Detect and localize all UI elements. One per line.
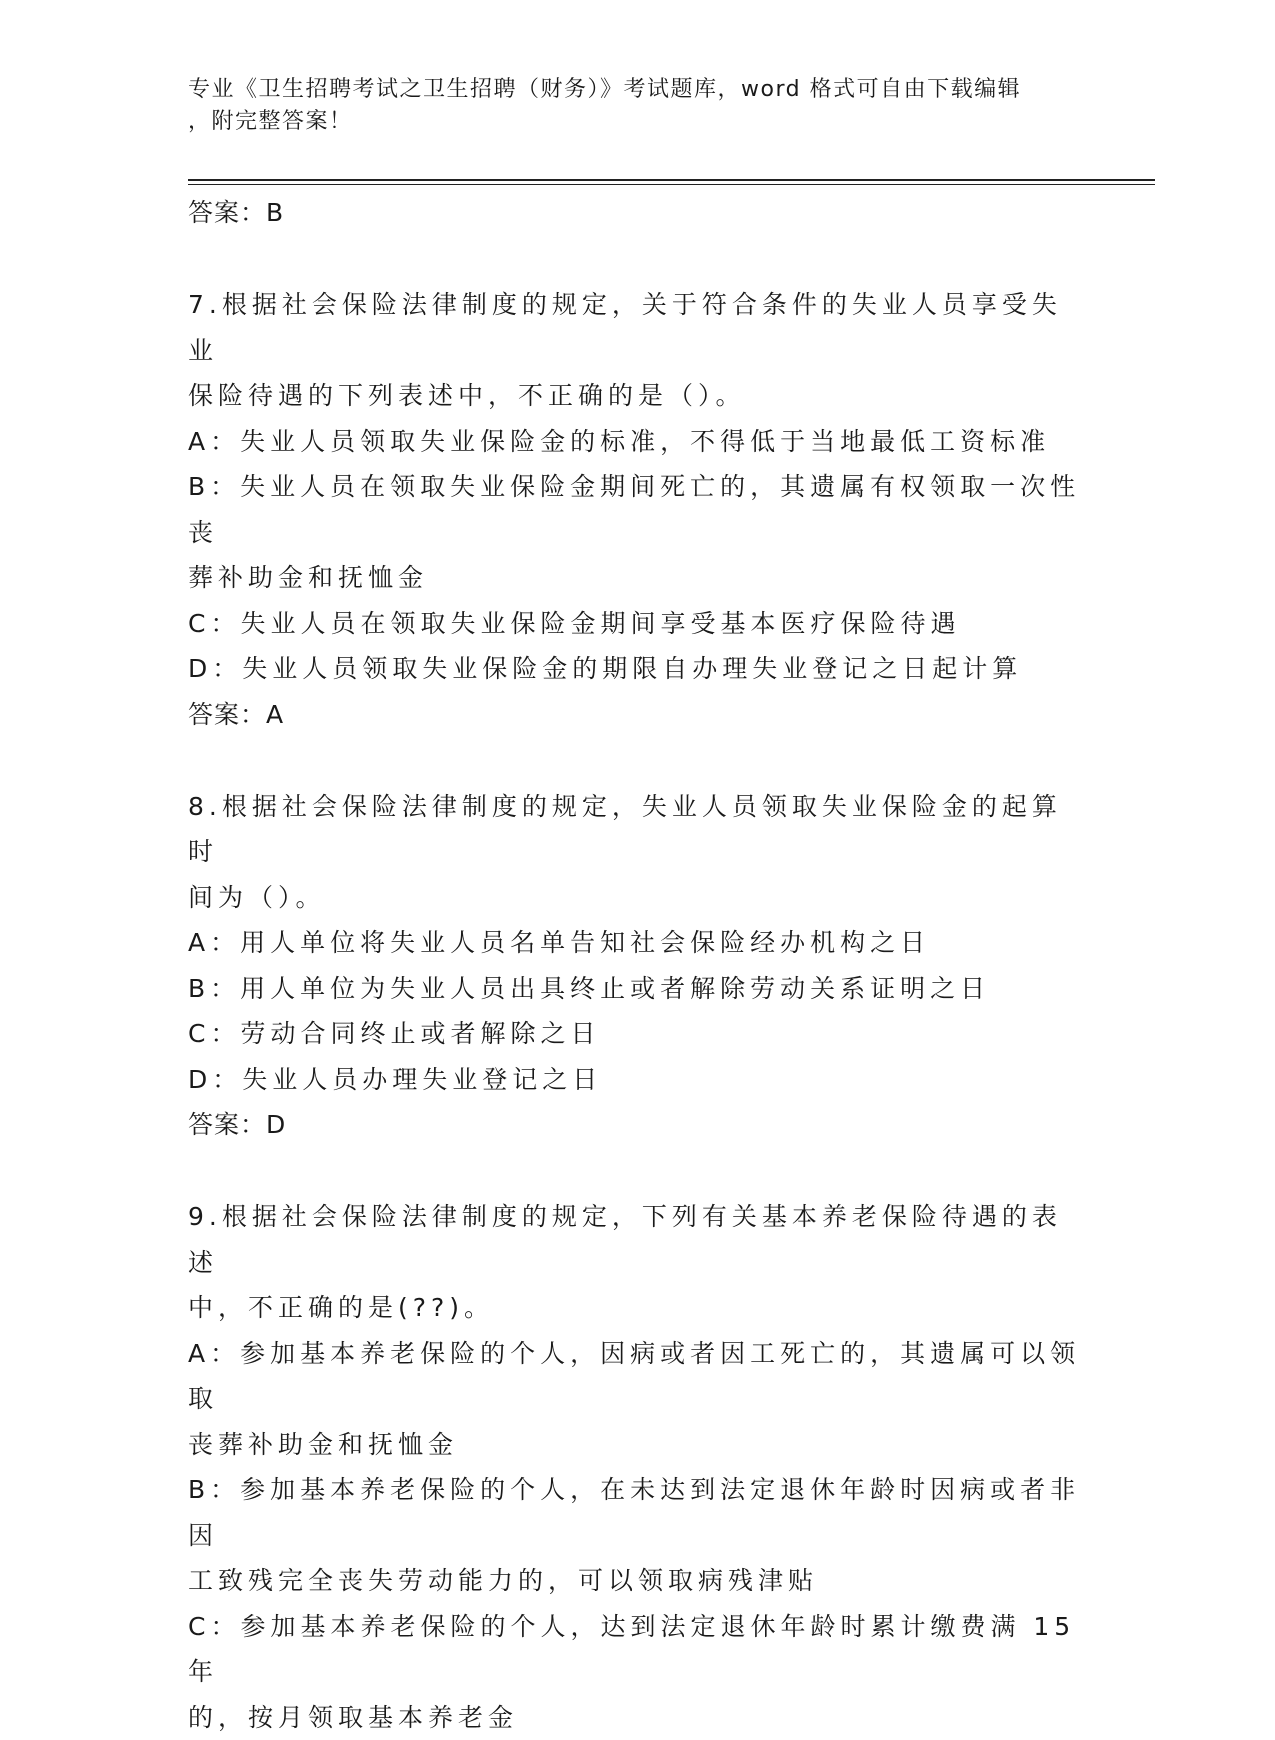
question-stem-line-1: 9.根据社会保险法律制度的规定，下列有关基本养老保险待遇的表述	[188, 1202, 1062, 1277]
option-a: A：用人单位将失业人员名单告知社会保险经办机构之日	[188, 920, 1088, 966]
previous-answer: 答案：B	[188, 190, 1088, 236]
document-header	[188, 74, 1068, 138]
header-line-1: 专业《卫生招聘考试之卫生招聘（财务）》考试题库，word 格式可自由下载编辑	[188, 74, 1068, 106]
question-stem-line-2: 中，不正确的是(??)。	[188, 1293, 494, 1322]
question-7	[188, 282, 1088, 738]
header-line-2: ，附完整答案！	[188, 106, 1068, 138]
option-a: A：参加基本养老保险的个人，因病或者因工死亡的，其遗属可以领取 丧葬补助金和抚恤金	[188, 1331, 1088, 1468]
option-b: B：失业人员在领取失业保险金期间死亡的，其遗属有权领取一次性丧 葬补助金和抚恤金	[188, 464, 1088, 601]
option-c: C：失业人员在领取失业保险金期间享受基本医疗保险待遇	[188, 601, 1088, 647]
answer: 答案：A	[188, 692, 1088, 738]
question-stem	[188, 1194, 1088, 1331]
option-c: C：劳动合同终止或者解除之日	[188, 1011, 1088, 1057]
question-8	[188, 784, 1088, 1149]
question-9	[188, 1194, 1088, 1740]
question-stem	[188, 282, 1088, 419]
question-content	[188, 188, 1088, 1740]
question-stem-line-2: 间为（）。	[188, 883, 326, 912]
answer: 答案：D	[188, 1102, 1088, 1148]
option-b: B：用人单位为失业人员出具终止或者解除劳动关系证明之日	[188, 966, 1088, 1012]
question-stem	[188, 784, 1088, 921]
option-c: C：参加基本养老保险的个人，达到法定退休年龄时累计缴费满 15 年 的，按月领取基本养老金	[188, 1604, 1088, 1740]
option-b: B：参加基本养老保险的个人，在未达到法定退休年龄时因病或者非因 工致残完全丧失劳动能力的，可以领取病残津贴	[188, 1467, 1088, 1604]
option-d: D：失业人员领取失业保险金的期限自办理失业登记之日起计算	[188, 646, 1088, 692]
question-stem-line-1: 7.根据社会保险法律制度的规定，关于符合条件的失业人员享受失业	[188, 290, 1062, 365]
question-stem-line-2: 保险待遇的下列表述中，不正确的是（）。	[188, 381, 746, 410]
option-a: A：失业人员领取失业保险金的标准，不得低于当地最低工资标准	[188, 419, 1088, 465]
option-d: D：失业人员办理失业登记之日	[188, 1057, 1088, 1103]
header-divider-thin	[188, 184, 1155, 185]
question-stem-line-1: 8.根据社会保险法律制度的规定，失业人员领取失业保险金的起算时	[188, 792, 1062, 867]
header-divider-thick	[188, 179, 1155, 181]
